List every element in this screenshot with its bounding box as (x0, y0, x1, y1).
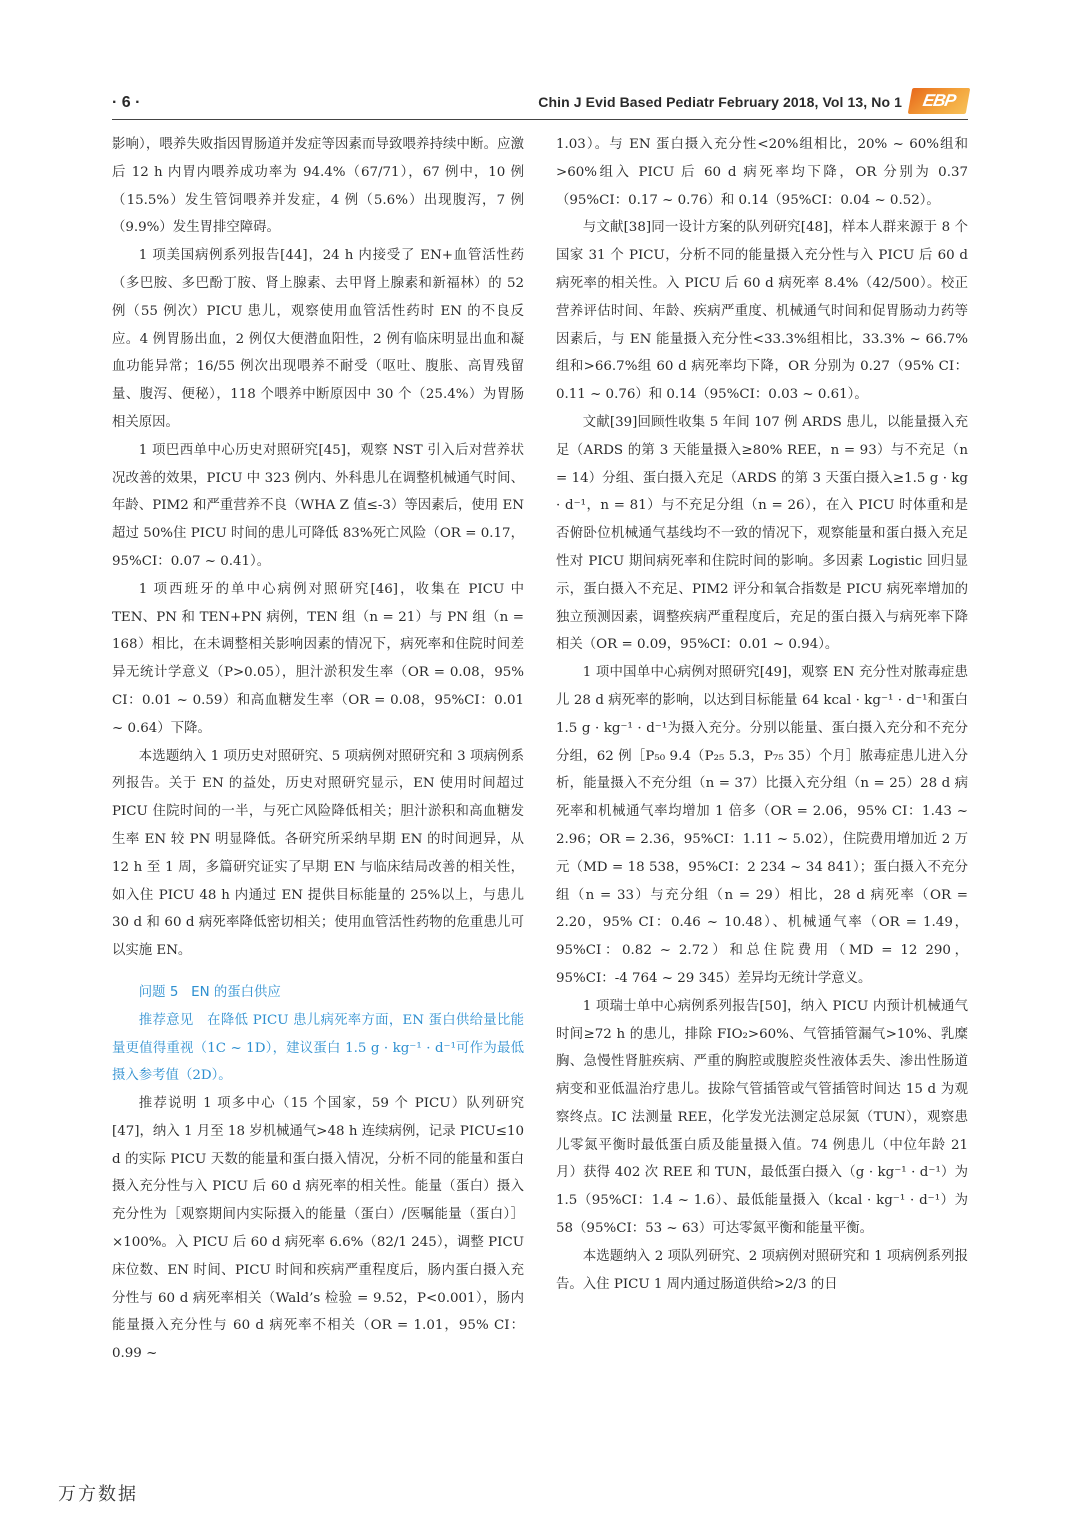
journal-logo: EBP (908, 88, 971, 114)
header-rule (112, 119, 968, 120)
recommendation-label: 推荐意见 (138, 1012, 194, 1028)
page-number: · 6 · (112, 94, 141, 111)
paragraph: 1.03）。与 EN 蛋白摄入充分性<20%组相比，20% ~ 60%组和>60%组入 PICU 后 60 d 病死率均下降，OR 分别为 0.37（95%CI：0.17 ~ 0.76）和 0.14（95%CI：0.04 ~ 0.52）。 (556, 137, 968, 208)
footer-watermark: 万方数据 (58, 1484, 138, 1505)
recommendation-text: 在降低 PICU 患儿病死率方面，EN 蛋白供给量比能量更值得重视（1C ~ 1D），建议蛋白 1.5 g · kg⁻¹ · d⁻¹可作为最低摄入参考值（2D）。 (112, 1012, 525, 1084)
paragraph: 1 项中国单中心病例对照研究[49]，观察 EN 充分性对脓毒症患儿 28 d 病死率的影响，以达到目标能量 64 kcal · kg⁻¹ · d⁻¹和蛋白 1.5 g · kg⁻¹ · d⁻¹为摄入充分。分别以能量、蛋白摄入充分和不充分分组，62 例［P₅₀ 9.4（P₂₅ 5.3，P₇₅ 35）个月］脓毒症患儿进入分析，能量摄入不充分组（n = 37）比摄入充分组（n = 25）28 d 病死率和机械通气率均增加 1 倍多（OR = 2.06，95% CI：1.43 ~ 2.96；OR = 2.36，95%CI：1.11 ~ 5.02），住院费用增加近 2 万元（MD = 18 538，95%CI：2 234 ~ 34 841）；蛋白摄入不充分组（n = 33）与充分组（n = 29）相比，28 d 病死率（OR = 2.20，95% CI：0.46 ~ 10.48）、机械通气率（OR = 1.49，95%CI：0.82 ~ 2.72）和总住院费用（MD = 12 290，95%CI：-4 764 ~ 29 345）差异均无统计学意义。 (556, 665, 968, 986)
running-header (112, 91, 968, 118)
paragraph: 与文献[38]同一设计方案的队列研究[48]，样本人群来源于 8 个国家 31 个 PICU，分析不同的能量摄入充分性与入 PICU 后 60 d 病死率的相关性。入 PICU 后 60 d 病死率 8.4%（42/500）。校正营养评估时间、年龄、疾病严重度、机械通气时间和促胃肠动力药等因素后，与 EN 能量摄入充分性<33.3%组相比，33.3% ~ 66.7%组和>66.7%组 60 d 病死率均下降，OR 分别为 0.27（95% CI：0.11 ~ 0.76）和 0.14（95%CI：0.03 ~ 0.61）。 (556, 220, 968, 403)
paragraph: 本选题纳入 2 项队列研究、2 项病例对照研究和 1 项病例系列报告。入住 PICU 1 周内通过肠道供给>2/3 的日 (556, 1248, 968, 1292)
left-column (112, 131, 524, 1411)
paragraph: 1 项巴西单中心历史对照研究[45]，观察 NST 引入后对营养状况改善的效果，PICU 中 323 例内、外科患儿在调整机械通气时间、年龄、PIM2 和严重营养不良（WHA Z 值≤-3）等因素后，使用 EN 超过 50%住 PICU 时间的患儿可降低 83%死亡风险（OR = 0.17，95%CI：0.07 ~ 0.41）。 (112, 442, 524, 569)
recommendation (112, 1007, 524, 1090)
section-heading-label: 问题 5 (138, 984, 179, 1000)
section-heading-text: EN 的蛋白供应 (191, 984, 281, 1000)
paragraph: 影响），喂养失败指因胃肠道并发症等因素而导致喂养持续中断。应激后 12 h 内胃内喂养成功率为 94.4%（67/71），67 例中，10 例（15.5%）发生管饲喂养并发症，4 例（5.6%）出现腹泻，7 例（9.9%）发生胃排空障碍。 (112, 137, 524, 236)
paragraph: 推荐说明 1 项多中心（15 个国家，59 个 PICU）队列研究[47]，纳入 1 月至 18 岁机械通气>48 h 连续病例，记录 PICU≤10 d 的实际 PICU 天数的能量和蛋白摄入情况，分析不同的能量和蛋白摄入充分性与入 PICU 后 60 d 病死率的相关性。能量（蛋白）摄入充分性为［观察期间内实际摄入的能量（蛋白）/医嘱能量（蛋白）］×100%。入 PICU 后 60 d 病死率 6.6%（82/1 245），调整 PICU 床位数、EN 时间、PICU 时间和疾病严重程度后，肠内蛋白摄入充分性与 60 d 病死率相关（Wald’s 检验 = 9.52，P<0.001），肠内能量摄入充分性与 60 d 病死率不相关（OR = 1.01，95% CI：0.99 ~ (112, 1096, 524, 1362)
paragraph: 1 项瑞士单中心病例系列报告[50]，纳入 PICU 内预计机械通气时间≥72 h 的患儿，排除 FIO₂>60%、气管插管漏气>10%、乳糜胸、急慢性肾脏疾病、严重的胸腔或腹腔炎性液体丢失、渗出性肠道病变和亚低温治疗患儿。拔除气管插管或气管插管时间达 15 d 为观察终点。IC 法测量 REE，化学发光法测定总尿氮（TUN），观察患儿零氮平衡时最低蛋白质及能量摄入值。74 例患儿（中位年龄 21 月）获得 402 次 REE 和 TUN，最低蛋白摄入（g · kg⁻¹ · d⁻¹）为 1.5（95%CI：1.4 ~ 1.6）、最低能量摄入（kcal · kg⁻¹ · d⁻¹）为 58（95%CI：53 ~ 63）可达零氮平衡和能量平衡。 (556, 998, 968, 1237)
paragraph: 文献[39]回顾性收集 5 年间 107 例 ARDS 患儿，以能量摄入充足（ARDS 的第 3 天能量摄入≥80% REE，n = 93）与不充足（n = 14）分组、蛋白摄入充足（ARDS 的第 3 天蛋白摄入≥1.5 g · kg · d⁻¹，n = 81）与不充足分组（n = 26），在入 PICU 时体重和是否俯卧位机械通气基线均不一致的情况下，观察能量和蛋白摄入充足性对 PICU 期间病死率和住院时间的影响。多因素 Logistic 回归显示，蛋白摄入不充足、PIM2 评分和氧合指数是 PICU 病死率增加的独立预测因素，调整疾病严重程度后，充足的蛋白摄入与病死率下降相关（OR = 0.09，95%CI：0.01 ~ 0.94）。 (556, 414, 968, 653)
section-heading (112, 979, 524, 1007)
journal-citation: Chin J Evid Based Pediatr February 2018, Vol 13, No 1 (538, 94, 902, 110)
paragraph: 本选题纳入 1 项历史对照研究、5 项病例对照研究和 3 项病例系列报告。关于 EN 的益处，历史对照研究显示，EN 使用时间超过 PICU 住院时间的一半，与死亡风险降低相关；胆汁淤积和高血糖发生率 EN 较 PN 明显降低。各研究所采纳早期 EN 的时间迥异，从 12 h 至 1 周，多篇研究证实了早期 EN 与临床结局改善的相关性，如入住 PICU 48 h 内通过 EN 提供目标能量的 25%以上，与患儿 30 d 和 60 d 病死率降低密切相关；使用血管活性药物的危重患儿可以实施 EN。 (112, 748, 524, 959)
paragraph: 1 项西班牙的单中心病例对照研究[46]，收集在 PICU 中 TEN、PN 和 TEN+PN 病例，TEN 组（n = 21）与 PN 组（n = 168）相比，在未调整相关影响因素的情况下，病死率和住院时间差异无统计学意义（P>0.05），胆汁淤积发生率（OR = 0.08，95% CI：0.01 ~ 0.59）和高血糖发生率（OR = 0.08，95%CI：0.01 ~ 0.64）下降。 (112, 581, 524, 736)
paragraph: 1 项美国病例系列报告[44]，24 h 内接受了 EN+血管活性药（多巴胺、多巴酚丁胺、肾上腺素、去甲肾上腺素和新福林）的 52 例（55 例次）PICU 患儿，观察使用血管活性药时 EN 的不良反应。4 例胃肠出血，2 例仅大便潜血阳性，2 例有临床明显出血和凝血功能异常；16/55 例次出现喂养不耐受（呕吐、腹胀、高胃残留量、腹泻、便秘），118 个喂养中断原因中 30 个（25.4%）为胃肠相关原因。 (112, 248, 524, 430)
right-column (556, 131, 968, 1411)
